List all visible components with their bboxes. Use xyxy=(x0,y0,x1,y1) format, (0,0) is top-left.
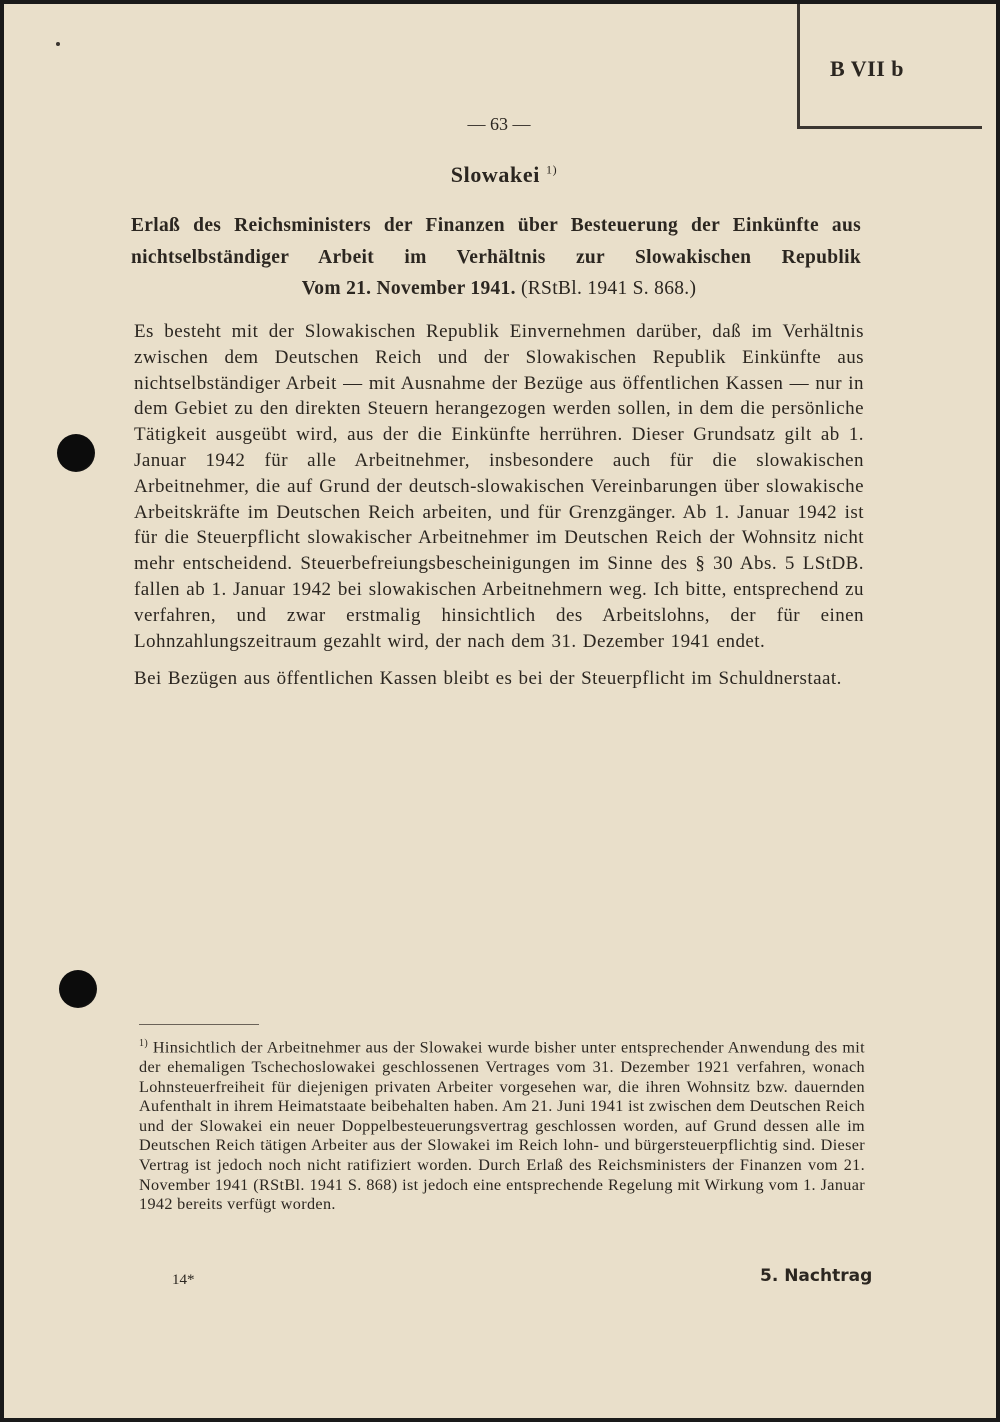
page-title xyxy=(4,162,1000,188)
decree-citation: (RStBl. 1941 S. 868.) xyxy=(520,278,697,299)
decree-heading: Erlaß des Reichsministers der Finanzen über Besteuerung der Einkünfte aus nichtselbständiger Arbeit im Verhältnis zur Slowakischen Republik xyxy=(131,215,861,268)
title-text: Slowakei xyxy=(450,162,540,187)
title-footnote-marker: 1) xyxy=(546,162,558,177)
footnote-divider xyxy=(139,1024,259,1025)
page-number: — 63 — xyxy=(467,114,531,134)
document-page xyxy=(4,4,996,1418)
decree-date: Vom 21. November 1941. xyxy=(301,278,516,299)
decree-date-line xyxy=(4,278,994,300)
footnote-text: Hinsichtlich der Arbeitnehmer aus der Slowakei wurde bisher unter entsprechender Anwendung des mit der ehemaligen Tschechoslowakei geschlossenen Vertrages vom 31. Dezember 1921 verfahren, wonach Lohnsteuerfreiheit für diejenigen privaten Arbeiter vorgesehen war, die ihren Wohnsitz bzw. dauernden Aufenthalt in ihrem Heimatstaate beibehalten haben. Am 21. Juni 1941 ist zwischen dem Deutschen Reich und der Slowakei ein neuer Doppelbesteuerungsvertrag geschlossen worden, auf Grund dessen alle im Deutschen Reich tätigen Arbeiter aus der Slowakei im Reich lohn- und bürgersteuerpflichtig sind. Dieser Vertrag ist jedoch noch nicht ratifiziert worden. Durch Erlaß des Reichsministers der Finanzen vom 21. November 1941 (RStBl. 1941 S. 868) ist jedoch eine entsprechende Regelung mit Wirkung vom 1. Januar 1942 bereits verfügt worden. xyxy=(139,1038,865,1214)
footnote-marker: 1) xyxy=(139,1038,149,1049)
supplement-label: 5. Nachtrag xyxy=(760,1266,873,1286)
footnote xyxy=(139,1034,865,1215)
reference-box xyxy=(797,4,982,129)
signature-mark: 14* xyxy=(172,1272,195,1288)
body-text xyxy=(134,319,864,692)
body-paragraph: Es besteht mit der Slowakischen Republik Einvernehmen darüber, daß im Verhältnis zwischen dem Deutschen Reich und der Slowakischen Republik Einkünfte aus nichtselbständiger Arbeit — mit Ausnahme der Bezüge aus öffentlichen Kassen — nur in dem Gebiet zu den direkten Steuern herangezogen werden sollen, in dem die persönliche Tätigkeit ausgeübt wird, aus der die Einkünfte herrühren. Dieser Grundsatz gilt ab 1. Januar 1942 für alle Arbeitnehmer, insbesondere auch für die slowakischen Arbeitnehmer, die auf Grund der deutsch-slowakischen Vereinbarungen über slowakische Arbeitskräfte im Deutschen Reich arbeiten, und für Grenzgänger. Ab 1. Januar 1942 ist für die Steuerpflicht slowakischer Arbeitnehmer im Deutschen Reich der Wohnsitz nicht mehr entscheidend. Steuerbefreiungsbescheinigungen im Sinne des § 30 Abs. 5 LStDB. fallen ab 1. Januar 1942 bei slowakischen Arbeitnehmern weg. Ich bitte, entsprechend zu verfahren, und zwar erstmalig hinsichtlich des Arbeitslohns, der für einen Lohnzahlungszeitraum gezahlt wird, der nach dem 31. Dezember 1941 endet. xyxy=(134,321,864,652)
ink-dot xyxy=(56,42,60,46)
reference-code: B VII b xyxy=(830,56,905,81)
punch-hole-icon xyxy=(57,434,95,472)
body-paragraph: Bei Bezügen aus öffentlichen Kassen bleibt es bei der Steuerpflicht im Schuldnerstaat. xyxy=(134,668,842,690)
punch-hole-icon xyxy=(59,970,97,1008)
